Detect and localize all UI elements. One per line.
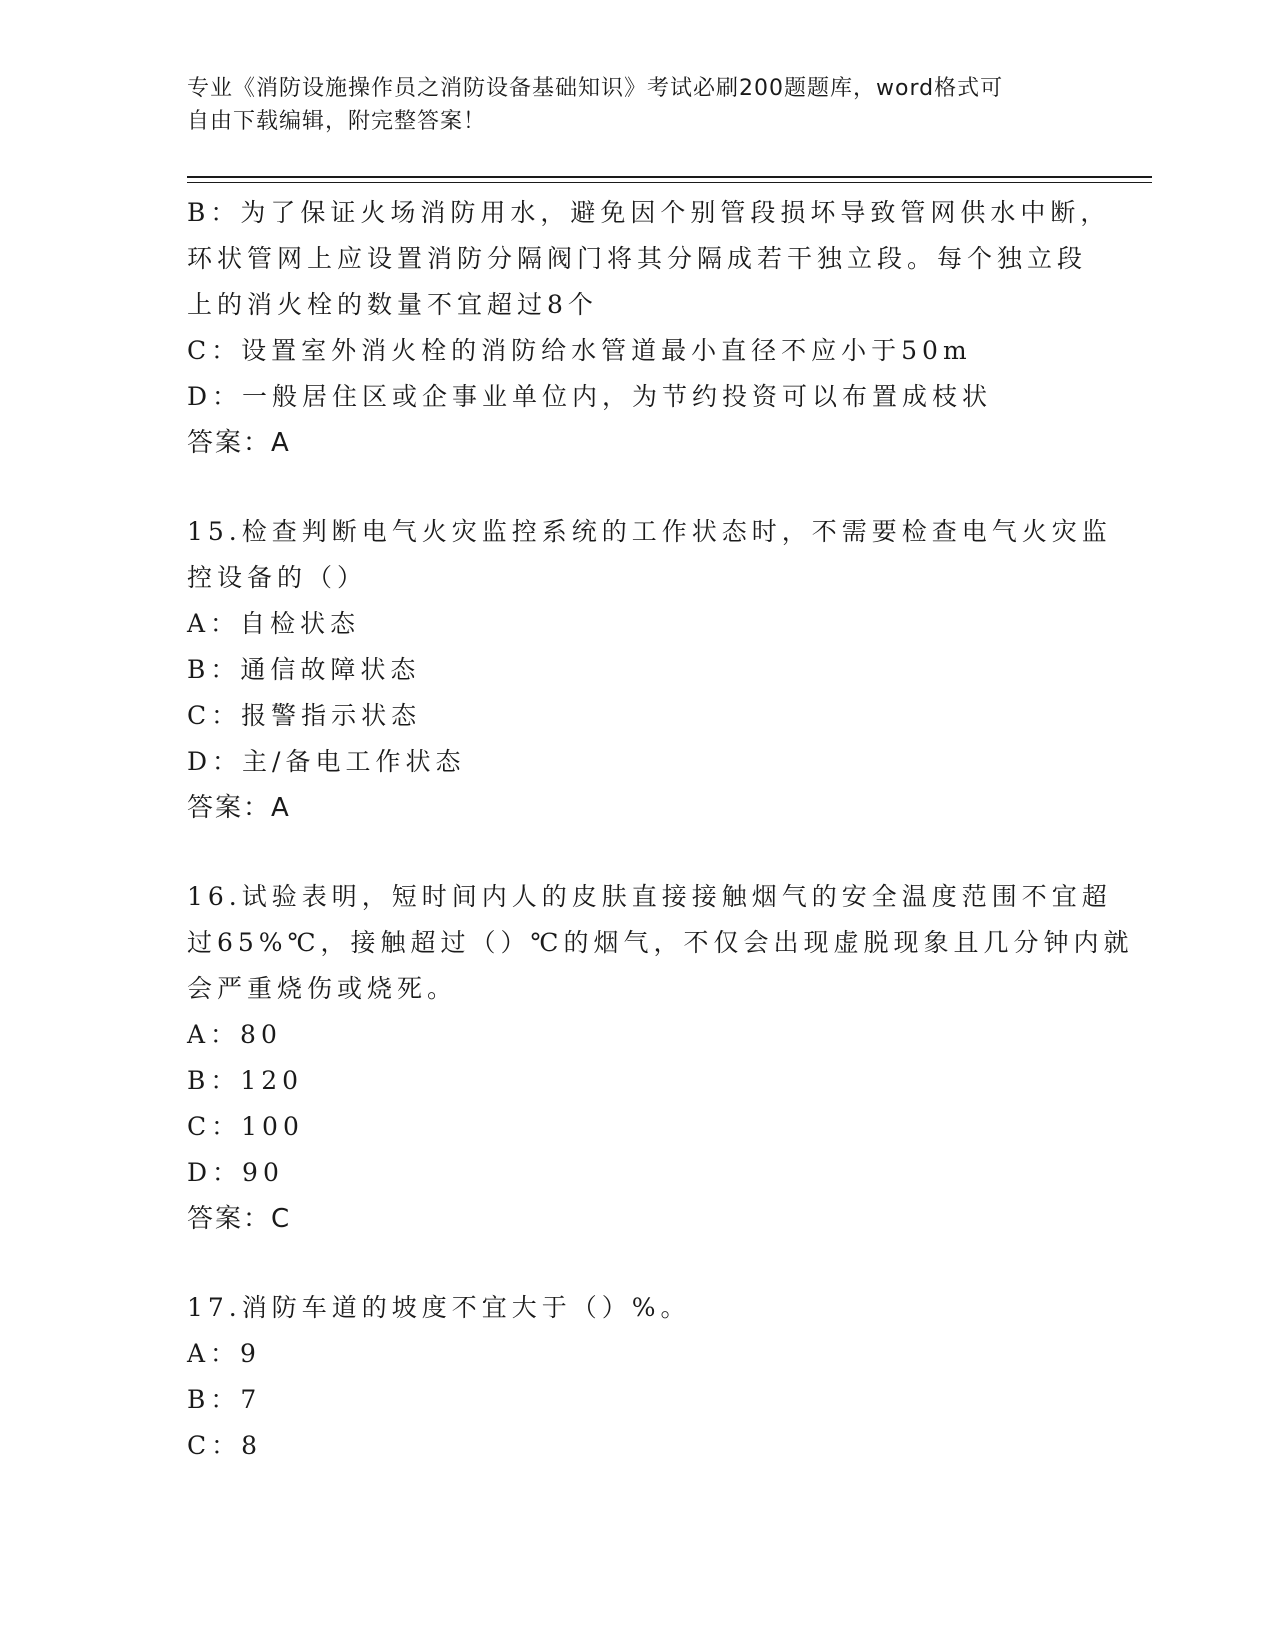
option-a: A：自检状态 <box>187 609 361 638</box>
header-divider-thin <box>187 182 1152 183</box>
question-stem-line-1: 16.试验表明，短时间内人的皮肤直接接触烟气的安全温度范围不宜超 <box>187 882 1112 911</box>
option-b-line-2: 环状管网上应设置消防分隔阀门将其分隔成若干独立段。每个独立段 <box>187 244 1088 273</box>
option-d: D：主/备电工作状态 <box>187 747 466 776</box>
answer: 答案：A <box>187 428 291 458</box>
document-header <box>187 72 1087 138</box>
header-line-2: 自由下载编辑，附完整答案！ <box>187 109 487 134</box>
question-17 <box>187 1285 1087 1469</box>
option-b-line-1: B：为了保证火场消防用水，避免因个别管段损坏导致管网供水中断， <box>187 198 1111 227</box>
question-16 <box>187 874 1134 1242</box>
header-divider-thick <box>187 176 1152 178</box>
question-14 <box>187 190 1111 466</box>
header-line-1: 专业《消防设施操作员之消防设备基础知识》考试必刷200题题库，word格式可 <box>187 76 1004 101</box>
option-b: B：7 <box>187 1385 262 1414</box>
question-15 <box>187 509 1112 831</box>
option-c: C：报警指示状态 <box>187 701 422 730</box>
option-c: C：设置室外消火栓的消防给水管道最小直径不应小于50m <box>187 336 972 365</box>
answer: 答案：C <box>187 1204 292 1234</box>
question-stem-line-2: 控设备的（） <box>187 563 368 592</box>
option-b: B：通信故障状态 <box>187 655 421 684</box>
option-c: C：8 <box>187 1431 263 1460</box>
option-a: A：80 <box>187 1020 282 1049</box>
option-d: D：一般居住区或企事业单位内，为节约投资可以布置成枝状 <box>187 382 993 411</box>
option-a: A：9 <box>187 1339 261 1368</box>
question-stem-line-1: 17.消防车道的坡度不宜大于（）%。 <box>187 1293 691 1322</box>
option-b: B：120 <box>187 1066 304 1095</box>
option-b-line-3: 上的消火栓的数量不宜超过8个 <box>187 290 598 319</box>
question-stem-line-2: 过65%℃，接触超过（）℃的烟气，不仅会出现虚脱现象且几分钟内就 <box>187 928 1134 957</box>
question-stem-line-3: 会严重烧伤或烧死。 <box>187 974 458 1003</box>
option-c: C：100 <box>187 1112 304 1141</box>
answer: 答案：A <box>187 793 291 823</box>
option-d: D：90 <box>187 1158 284 1187</box>
question-list <box>187 190 1134 1469</box>
question-stem-line-1: 15.检查判断电气火灾监控系统的工作状态时，不需要检查电气火灾监 <box>187 517 1112 546</box>
